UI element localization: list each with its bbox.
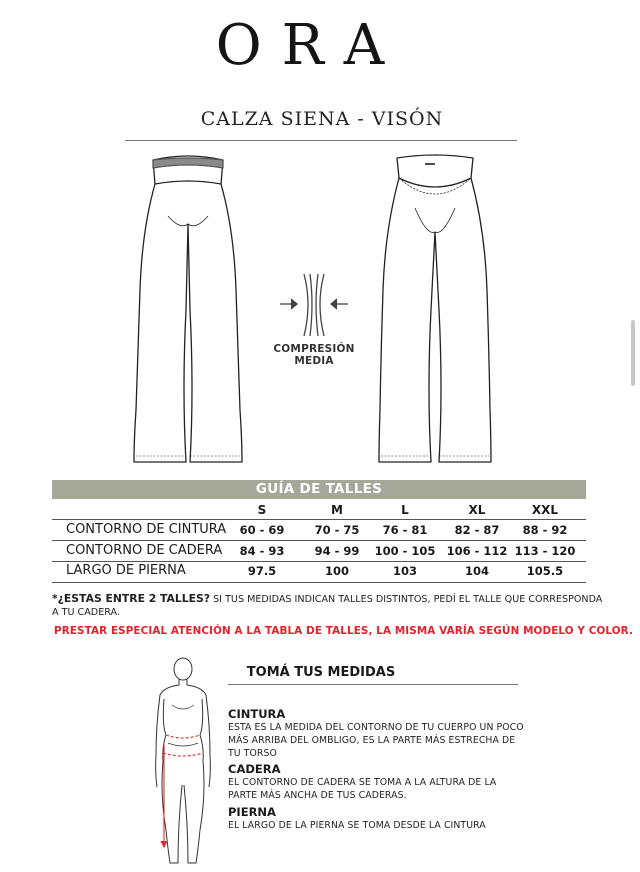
compression-icon [276, 270, 352, 340]
size-guide-title: GUÍA DE TALLES [255, 481, 383, 497]
table-cell: 103 [392, 564, 417, 578]
size-note [52, 592, 604, 619]
size-note-text: SI TUS MEDIDAS INDICAN TALLES DISTINTOS, PEDÍ EL TALLE QUE CORRESPONDA A TU CADERA. [52, 594, 603, 618]
table-divider [52, 519, 586, 520]
product-title: CALZA SIENA - VISÓN [200, 108, 444, 130]
table-row [0, 543, 640, 561]
row-label: CONTORNO DE CINTURA [66, 522, 227, 537]
title-divider [125, 140, 517, 141]
table-row [0, 563, 640, 581]
table-cell: 105.5 [526, 564, 564, 578]
size-xxl: XXL [531, 503, 559, 517]
leggings-back-illustration [375, 150, 495, 470]
size-warning: PRESTAR ESPECIAL ATENCIÓN A LA TABLA DE TALLES, LA MISMA VARÍA SEGÚN MODELO Y COLOR. [54, 625, 634, 637]
body-figure-illustration [150, 655, 216, 870]
measure-divider [228, 684, 518, 685]
leggings-front-illustration [128, 150, 248, 470]
measure-item-cadera [228, 762, 524, 802]
measure-item-cintura [228, 707, 524, 760]
size-l: L [401, 503, 409, 517]
page-scrollbar[interactable] [631, 320, 635, 386]
measure-title: TOMÁ TUS MEDIDAS [246, 665, 396, 680]
row-label: CONTORNO DE CADERA [66, 543, 223, 558]
table-divider [52, 540, 586, 541]
table-cell: 94 - 99 [314, 544, 360, 558]
table-cell: 104 [464, 564, 489, 578]
measure-heading: CADERA [228, 762, 281, 776]
compression-label: COMPRESIÓN MEDIA [273, 343, 355, 367]
measure-heading: PIERNA [228, 805, 276, 819]
table-cell: 100 - 105 [374, 544, 436, 558]
measure-description: EL CONTORNO DE CADERA SE TOMA A LA ALTURA DE LA PARTE MÁS ANCHA DE TUS CADERAS. [228, 777, 497, 801]
table-cell: 88 - 92 [522, 523, 568, 537]
table-cell: 97.5 [247, 564, 277, 578]
table-row [0, 522, 640, 540]
measure-description: ESTA ES LA MEDIDA DEL CONTORNO DE TU CUERPO UN POCO MÁS ARRIBA DEL OMBLIGO, ES LA PARTE MÁS ESTRECHA DE TU TORSO [228, 722, 524, 759]
table-divider [52, 582, 586, 583]
measure-item-pierna [228, 805, 524, 832]
table-cell: 100 [324, 564, 349, 578]
table-cell: 106 - 112 [446, 544, 508, 558]
size-header-row [0, 503, 640, 519]
table-cell: 82 - 87 [454, 523, 500, 537]
size-s: S [257, 503, 267, 517]
measure-description: EL LARGO DE LA PIERNA SE TOMA DESDE LA CINTURA [228, 820, 486, 831]
table-divider [52, 561, 586, 562]
table-cell: 76 - 81 [382, 523, 428, 537]
measure-heading: CINTURA [228, 707, 286, 721]
size-xl: XL [468, 503, 486, 517]
size-guide-header [52, 480, 586, 499]
size-m: M [331, 503, 343, 517]
table-cell: 84 - 93 [239, 544, 285, 558]
row-label: LARGO DE PIERNA [66, 563, 186, 578]
table-cell: 70 - 75 [314, 523, 360, 537]
table-cell: 113 - 120 [514, 544, 576, 558]
size-note-question: *¿ESTAS ENTRE 2 TALLES? [52, 592, 211, 605]
table-cell: 60 - 69 [239, 523, 285, 537]
brand-logo: ORA [215, 13, 405, 78]
